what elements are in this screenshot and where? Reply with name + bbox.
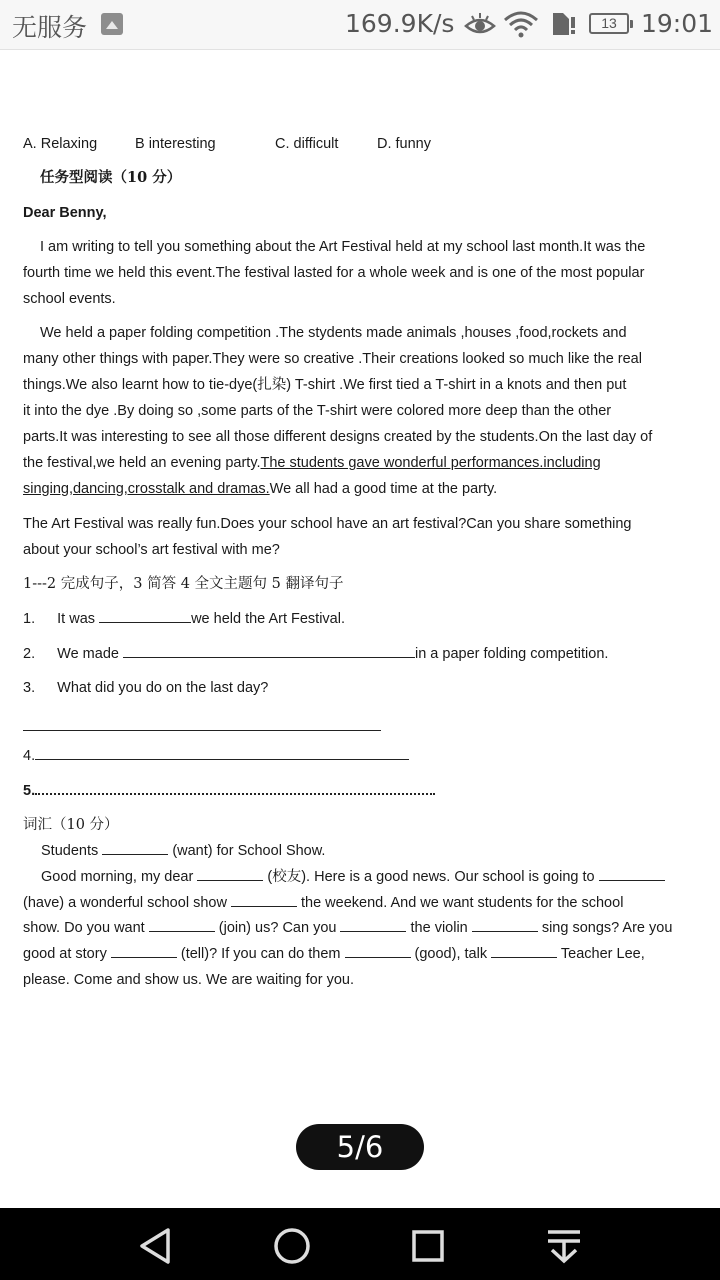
option-d: D. funny <box>377 136 431 152</box>
vocab-text: (have) a wonderful school show <box>23 895 227 911</box>
eye-icon <box>464 12 496 38</box>
paragraph-line: I am writing to tell you something about the Art Festival held at my school last month.It was the <box>40 239 646 255</box>
vocab-text: Students <box>41 843 99 859</box>
section-heading-vocabulary: 词汇（10 分） <box>23 817 119 833</box>
answer-blank <box>111 942 177 958</box>
vocab-line <box>41 864 665 890</box>
paragraph-line: We held a paper folding competition .The stydents made animals ,houses ,food,rockets and <box>40 325 627 341</box>
question-number: 2. <box>23 646 36 662</box>
vocab-text: sing songs? Are you <box>541 920 673 936</box>
answer-blank <box>35 744 409 760</box>
home-icon[interactable] <box>270 1224 314 1268</box>
status-bar <box>0 0 720 50</box>
paragraph-line: things.We also learnt how to tie-dye(扎染) T-shirt .We first tied a T-shirt in a knots and then put <box>23 377 627 393</box>
vocab-text: Teacher Lee, <box>560 946 645 962</box>
answer-blank <box>231 891 297 907</box>
paragraph-text: We all had a good time at the party. <box>269 481 498 497</box>
question-5 <box>23 778 435 804</box>
sim-icon <box>550 11 578 37</box>
download-menu-icon[interactable] <box>542 1224 586 1268</box>
answer-line <box>23 730 381 731</box>
question-text: What did you do on the last day? <box>57 680 269 696</box>
option-c: C. difficult <box>275 136 339 152</box>
vocab-text: Good morning, my dear <box>41 869 194 885</box>
letter-greeting: Dear Benny, <box>23 205 107 221</box>
paragraph-line: fourth time we held this event.The festival lasted for a whole week and is one of the most popular <box>23 265 645 281</box>
vocab-text: (校友). Here is a good news. Our school is going to <box>267 869 595 885</box>
paragraph-line: it into the dye .By doing so ,some parts of the T-shirt were colored more deep than the other <box>23 403 612 419</box>
document-page[interactable] <box>0 51 720 1208</box>
recents-icon[interactable] <box>406 1224 450 1268</box>
wifi-icon <box>503 10 539 38</box>
vocab-line <box>23 941 645 967</box>
question-number: 3. <box>23 680 36 696</box>
answer-blank <box>491 942 557 958</box>
option-a: A. Relaxing <box>23 136 98 152</box>
vocab-text: (tell)? If you can do them <box>180 946 341 962</box>
vocab-text: good at story <box>23 946 107 962</box>
answer-blank <box>340 916 406 932</box>
question-text: we held the Art Festival. <box>191 611 345 627</box>
section-heading-task-reading: 任务型阅读（10 分） <box>40 169 182 186</box>
paragraph-line: The Art Festival was really fun.Does your school have an art festival?Can you share something <box>23 516 632 532</box>
paragraph-text: the festival,we held an evening party. <box>23 455 261 471</box>
underlined-sentence: singing,dancing,crosstalk and dramas. <box>23 481 270 497</box>
answer-blank <box>102 839 168 855</box>
paragraph-line: about your school’s art festival with me? <box>23 542 280 558</box>
answer-blank <box>599 865 665 881</box>
paragraph-line <box>23 476 497 502</box>
answer-blank <box>197 865 263 881</box>
answer-blank <box>99 607 191 623</box>
answer-blank <box>472 916 538 932</box>
question-text: We made <box>57 646 119 662</box>
vocab-text: the violin <box>410 920 468 936</box>
answer-blank <box>149 916 215 932</box>
underlined-sentence: The students gave wonderful performances.including <box>260 455 601 471</box>
answer-blank <box>345 942 411 958</box>
paragraph-line: many other things with paper.They were so creative .Their creations looked so much like the real <box>23 351 642 367</box>
option-b: B interesting <box>135 136 216 152</box>
paragraph-line: school events. <box>23 291 116 307</box>
vocab-text: the weekend. And we want students for the school <box>300 895 624 911</box>
vocab-line: please. Come and show us. We are waiting for you. <box>23 972 354 988</box>
answer-blank <box>123 642 415 658</box>
question-text: in a paper folding competition. <box>414 646 609 662</box>
network-speed: 169.9K/s <box>345 9 455 38</box>
navigation-bar <box>0 1208 720 1280</box>
clock: 19:01 <box>641 9 714 38</box>
page-indicator[interactable]: 5/6 <box>296 1124 424 1170</box>
question-number: 5. <box>23 783 36 799</box>
task-instructions: 1---2 完成句子，3 简答 4 全文主题句 5 翻译句子 <box>23 576 344 592</box>
answer-blank <box>35 779 435 795</box>
paragraph-line: parts.It was interesting to see all those different designs created by the students.On the last day of <box>23 429 653 445</box>
carrier-text: 无服务 <box>12 13 88 42</box>
question-text: It was <box>57 611 96 627</box>
vocab-line <box>23 890 623 916</box>
image-icon <box>101 13 123 35</box>
battery-icon: 13 <box>589 13 629 34</box>
question-1 <box>23 606 345 632</box>
vocab-text: (good), talk <box>414 946 488 962</box>
question-number: 4. <box>23 748 36 764</box>
vocab-text: (join) us? Can you <box>218 920 337 936</box>
vocab-text: (want) for School Show. <box>172 843 326 859</box>
question-2 <box>23 641 608 667</box>
vocab-text: show. Do you want <box>23 920 145 936</box>
question-3 <box>23 675 268 701</box>
paragraph-line <box>23 450 601 476</box>
vocab-line <box>23 915 672 941</box>
vocab-line <box>41 838 325 864</box>
question-number: 1. <box>23 611 36 627</box>
back-icon[interactable] <box>134 1224 178 1268</box>
question-4 <box>23 743 409 769</box>
